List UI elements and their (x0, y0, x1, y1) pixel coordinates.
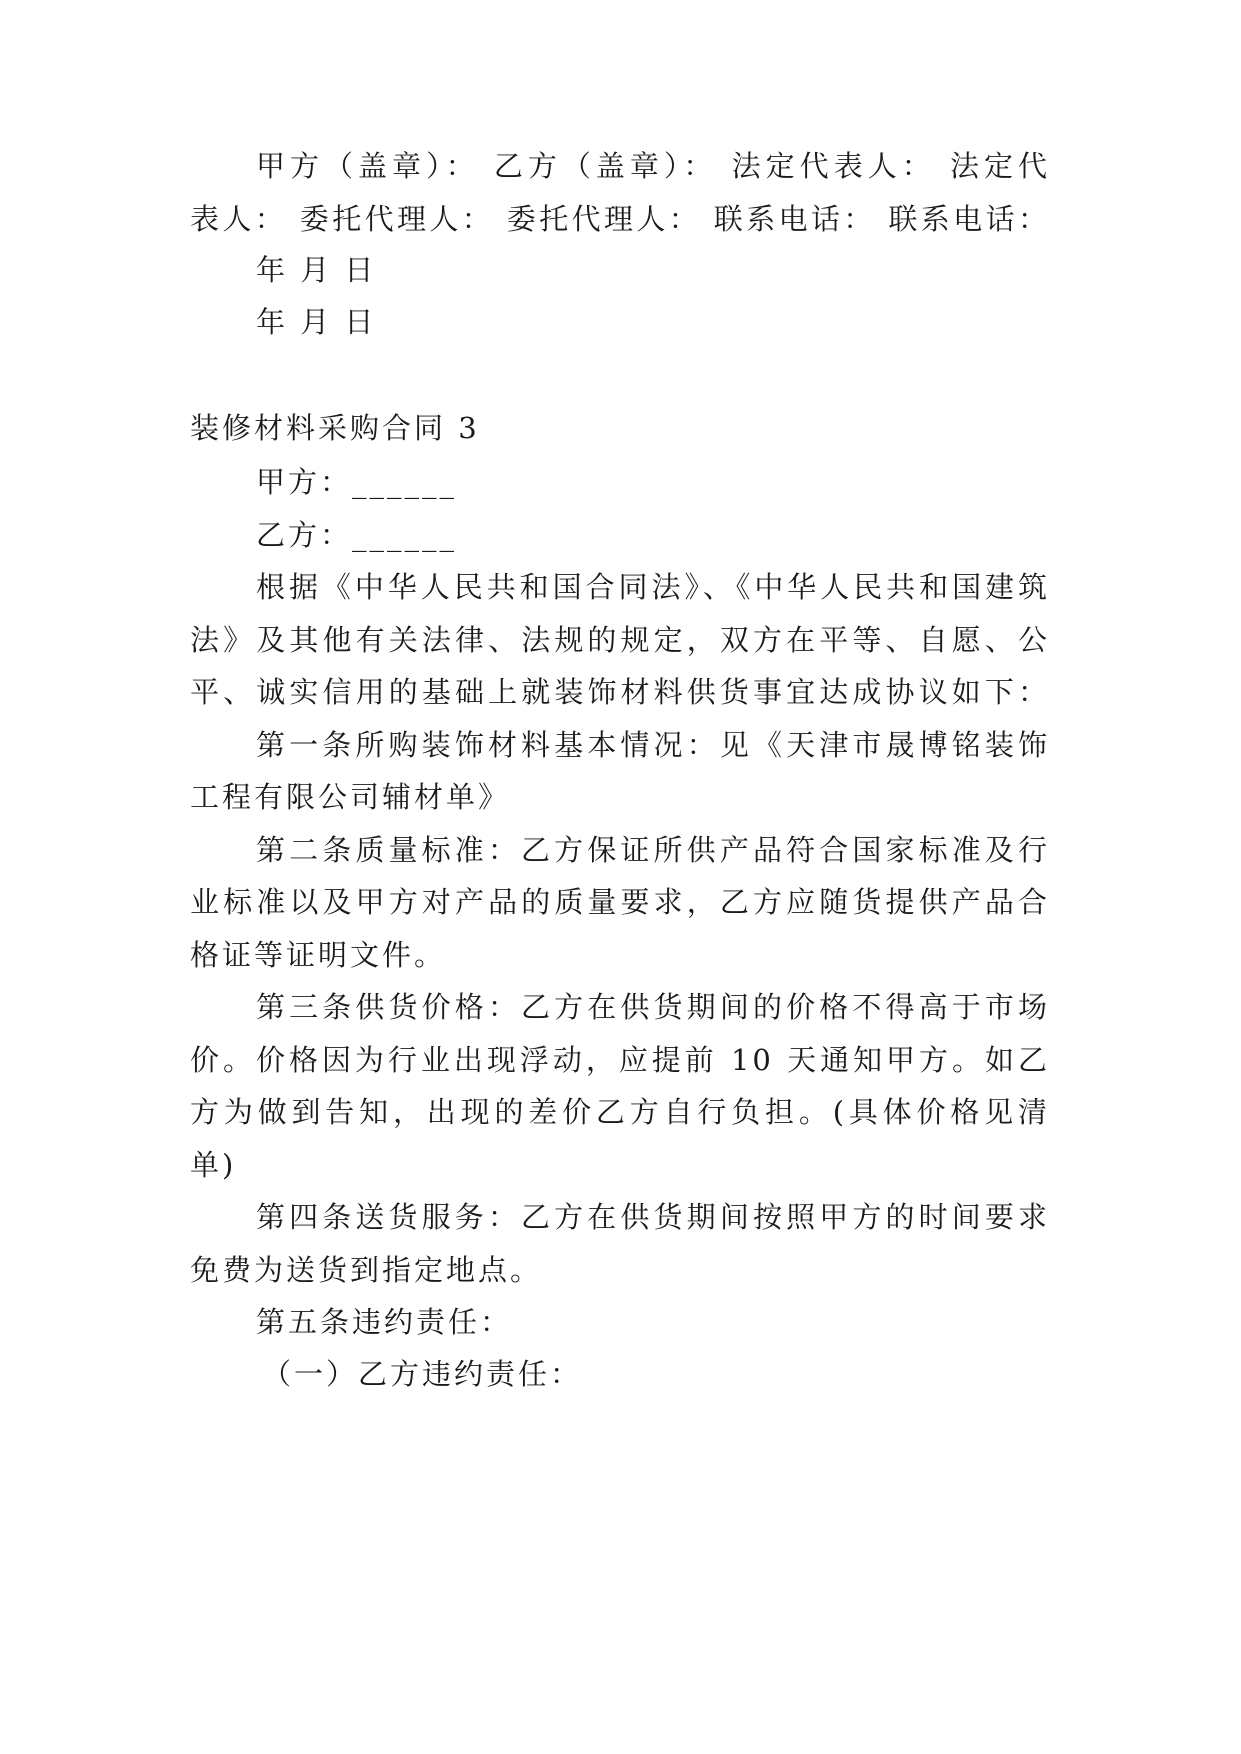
article1-line-2: 工程有限公司辅材单》 (190, 780, 511, 814)
preamble-line-1: 根据《中华人民共和国合同法》、《中华人民共和国建筑 (256, 570, 1050, 604)
signature-line-1: 甲方（盖章）： 乙方（盖章）： 法定代表人： 法定代 (256, 149, 1050, 183)
signature-date-2: 年 月 日 (256, 305, 377, 339)
signature-date-1: 年 月 日 (256, 253, 377, 287)
article2-line-2: 业标准以及甲方对产品的质量要求，乙方应随货提供产品合 (190, 885, 1050, 919)
preamble-line-3: 平、诚实信用的基础上就装饰材料供货事宜达成协议如下： (190, 675, 1050, 709)
article2-line-1: 第二条质量标准：乙方保证所供产品符合国家标准及行 (256, 833, 1050, 867)
article5-heading: 第五条违约责任： (256, 1305, 513, 1339)
article3-line-1: 第三条供货价格：乙方在供货期间的价格不得高于市场 (256, 990, 1050, 1024)
article3-line-4: 单) (190, 1148, 237, 1182)
article5-subclause-1: （一）乙方违约责任： (262, 1357, 583, 1391)
party-a-line: 甲方：______ (256, 465, 458, 499)
article2-line-3: 格证等证明文件。 (190, 938, 447, 972)
signature-line-2: 表人： 委托代理人： 委托代理人： 联系电话： 联系电话： (190, 202, 1050, 236)
article3-line-2: 价。价格因为行业出现浮动，应提前 10 天通知甲方。如乙 (190, 1043, 1050, 1077)
article1-line-1: 第一条所购装饰材料基本情况：见《天津市晟博铭装饰 (256, 728, 1050, 762)
article4-line-2: 免费为送货到指定地点。 (190, 1253, 543, 1287)
article3-line-3: 方为做到告知，出现的差价乙方自行负担。(具体价格见清 (190, 1095, 1050, 1129)
contract-title: 装修材料采购合同 3 (190, 411, 480, 445)
preamble-line-2: 法》及其他有关法律、法规的规定，双方在平等、自愿、公 (190, 623, 1050, 657)
party-b-line: 乙方：______ (256, 518, 458, 552)
article4-line-1: 第四条送货服务：乙方在供货期间按照甲方的时间要求 (256, 1200, 1050, 1234)
